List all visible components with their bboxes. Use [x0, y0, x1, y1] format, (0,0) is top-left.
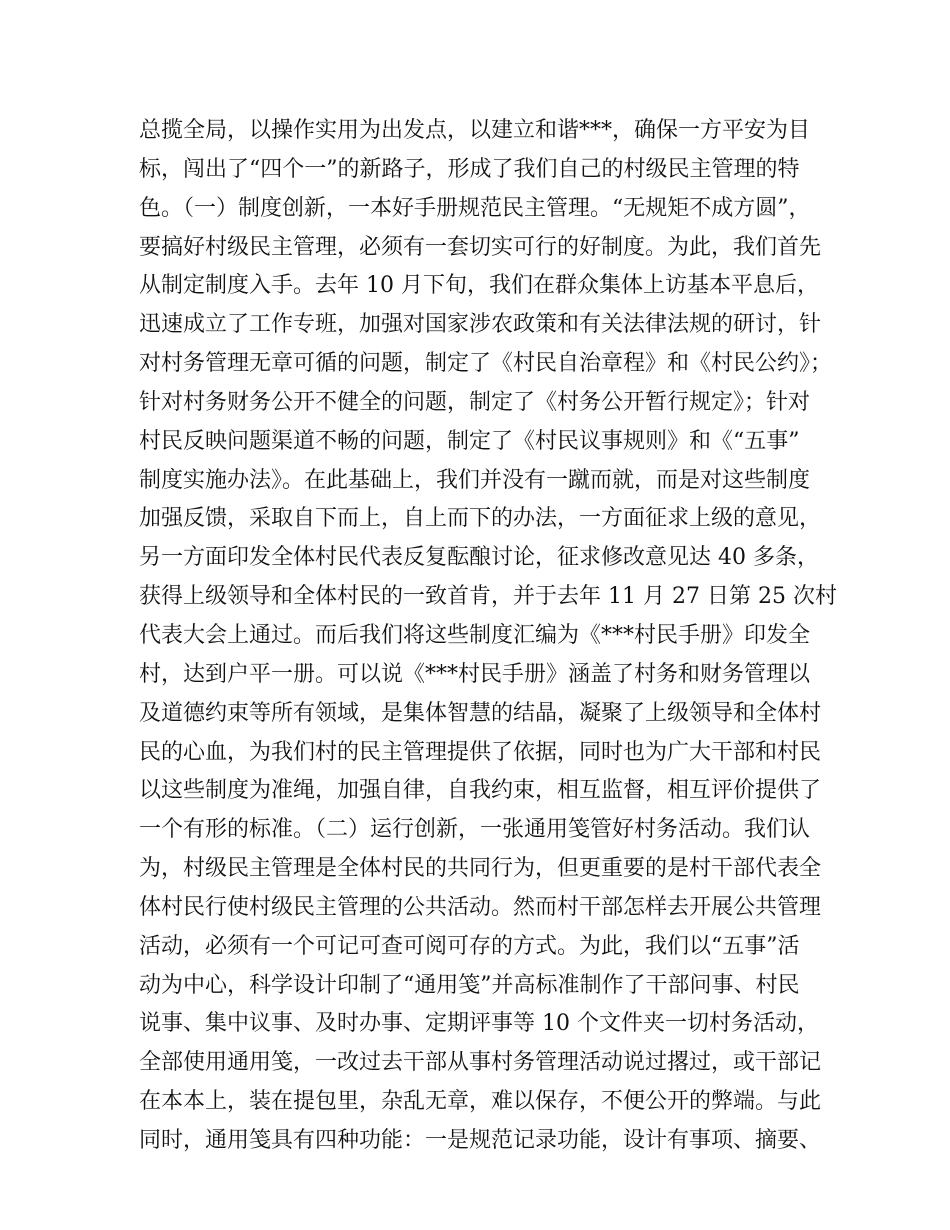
- text-line: 全部使用通用笺，一改过去干部从事村务管理活动说过撂过，或干部记: [139, 1050, 822, 1076]
- text-line: 说事、集中议事、及时办事、定期评事等 10 个文件夹一切村务活动，: [139, 1011, 819, 1037]
- text-line: 总揽全局，以操作实用为出发点，以建立和谐***，确保一方平安为目: [139, 118, 811, 143]
- text-line: 活动，必须有一个可记可查可阅可存的方式。为此，我们以“五事”活: [139, 933, 800, 959]
- text-line: 另一方面印发全体村民代表反复酝酿讨论，征求修改意见达 40 多条，: [139, 545, 819, 571]
- text-line: 制度实施办法》。在此基础上，我们并没有一蹴而就，而是对这些制度: [139, 467, 811, 493]
- text-line: 代表大会上通过。而后我们将这些制度汇编为《***村民手册》印发全: [139, 622, 811, 648]
- body-text: [139, 112, 839, 1161]
- text-line: 加强反馈，采取自下而上，自上而下的办法，一方面征求上级的意见，: [139, 506, 822, 532]
- text-line: 要搞好村级民主管理，必须有一套切实可行的好制度。为此，我们首先: [139, 234, 822, 260]
- text-line: 及道德约束等所有领域，是集体智慧的结晶，凝聚了上级领导和全体村: [139, 700, 822, 726]
- text-line: 获得上级领导和全体村民的一致首肯，并于去年 11 月 27 日第 25 次村: [139, 584, 837, 610]
- text-line: 一个有形的标准。（二）运行创新，一张通用笺管好村务活动。我们认: [139, 817, 811, 843]
- text-line: 色。（一）制度创新，一本好手册规范民主管理。“无规矩不成方圆”，: [139, 195, 811, 221]
- text-line: 村民反映问题渠道不畅的问题，制定了《村民议事规则》和《“五事”: [139, 428, 800, 454]
- text-line: 对村务管理无章可循的问题，制定了《村民自治章程》和《村民公约》；: [139, 351, 833, 377]
- text-line: 体村民行使村级民主管理的公共活动。然而村干部怎样去开展公共管理: [139, 894, 822, 920]
- text-line: 针对村务财务公开不健全的问题，制定了《村务公开暂行规定》；针对: [139, 389, 811, 415]
- text-line: 为，村级民主管理是全体村民的共同行为，但更重要的是村干部代表全: [139, 856, 822, 882]
- text-line: 从制定制度入手。去年 10 月下旬，我们在群众集体上访基本平息后，: [139, 273, 819, 299]
- text-line: 村，达到户平一册。可以说《***村民手册》涵盖了村务和财务管理以: [139, 661, 811, 687]
- text-line: 在本本上，装在提包里，杂乱无章，难以保存，不便公开的弊端。与此: [139, 1089, 822, 1115]
- text-line: 标，闯出了“四个一”的新路子，形成了我们自己的村级民主管理的特: [139, 156, 800, 182]
- text-line: 迅速成立了工作专班，加强对国家涉农政策和有关法律法规的研讨，针: [139, 312, 822, 338]
- text-line: 民的心血，为我们村的民主管理提供了依据，同时也为广大干部和村民: [139, 739, 822, 765]
- text-line: 同时，通用笺具有四种功能：一是规范记录功能，设计有事项、摘要、: [139, 1127, 822, 1153]
- text-line: 以这些制度为准绳，加强自律，自我约束，相互监督，相互评价提供了: [139, 778, 822, 804]
- text-line: 动为中心，科学设计印制了“通用笺”并高标准制作了干部问事、村民: [139, 972, 800, 998]
